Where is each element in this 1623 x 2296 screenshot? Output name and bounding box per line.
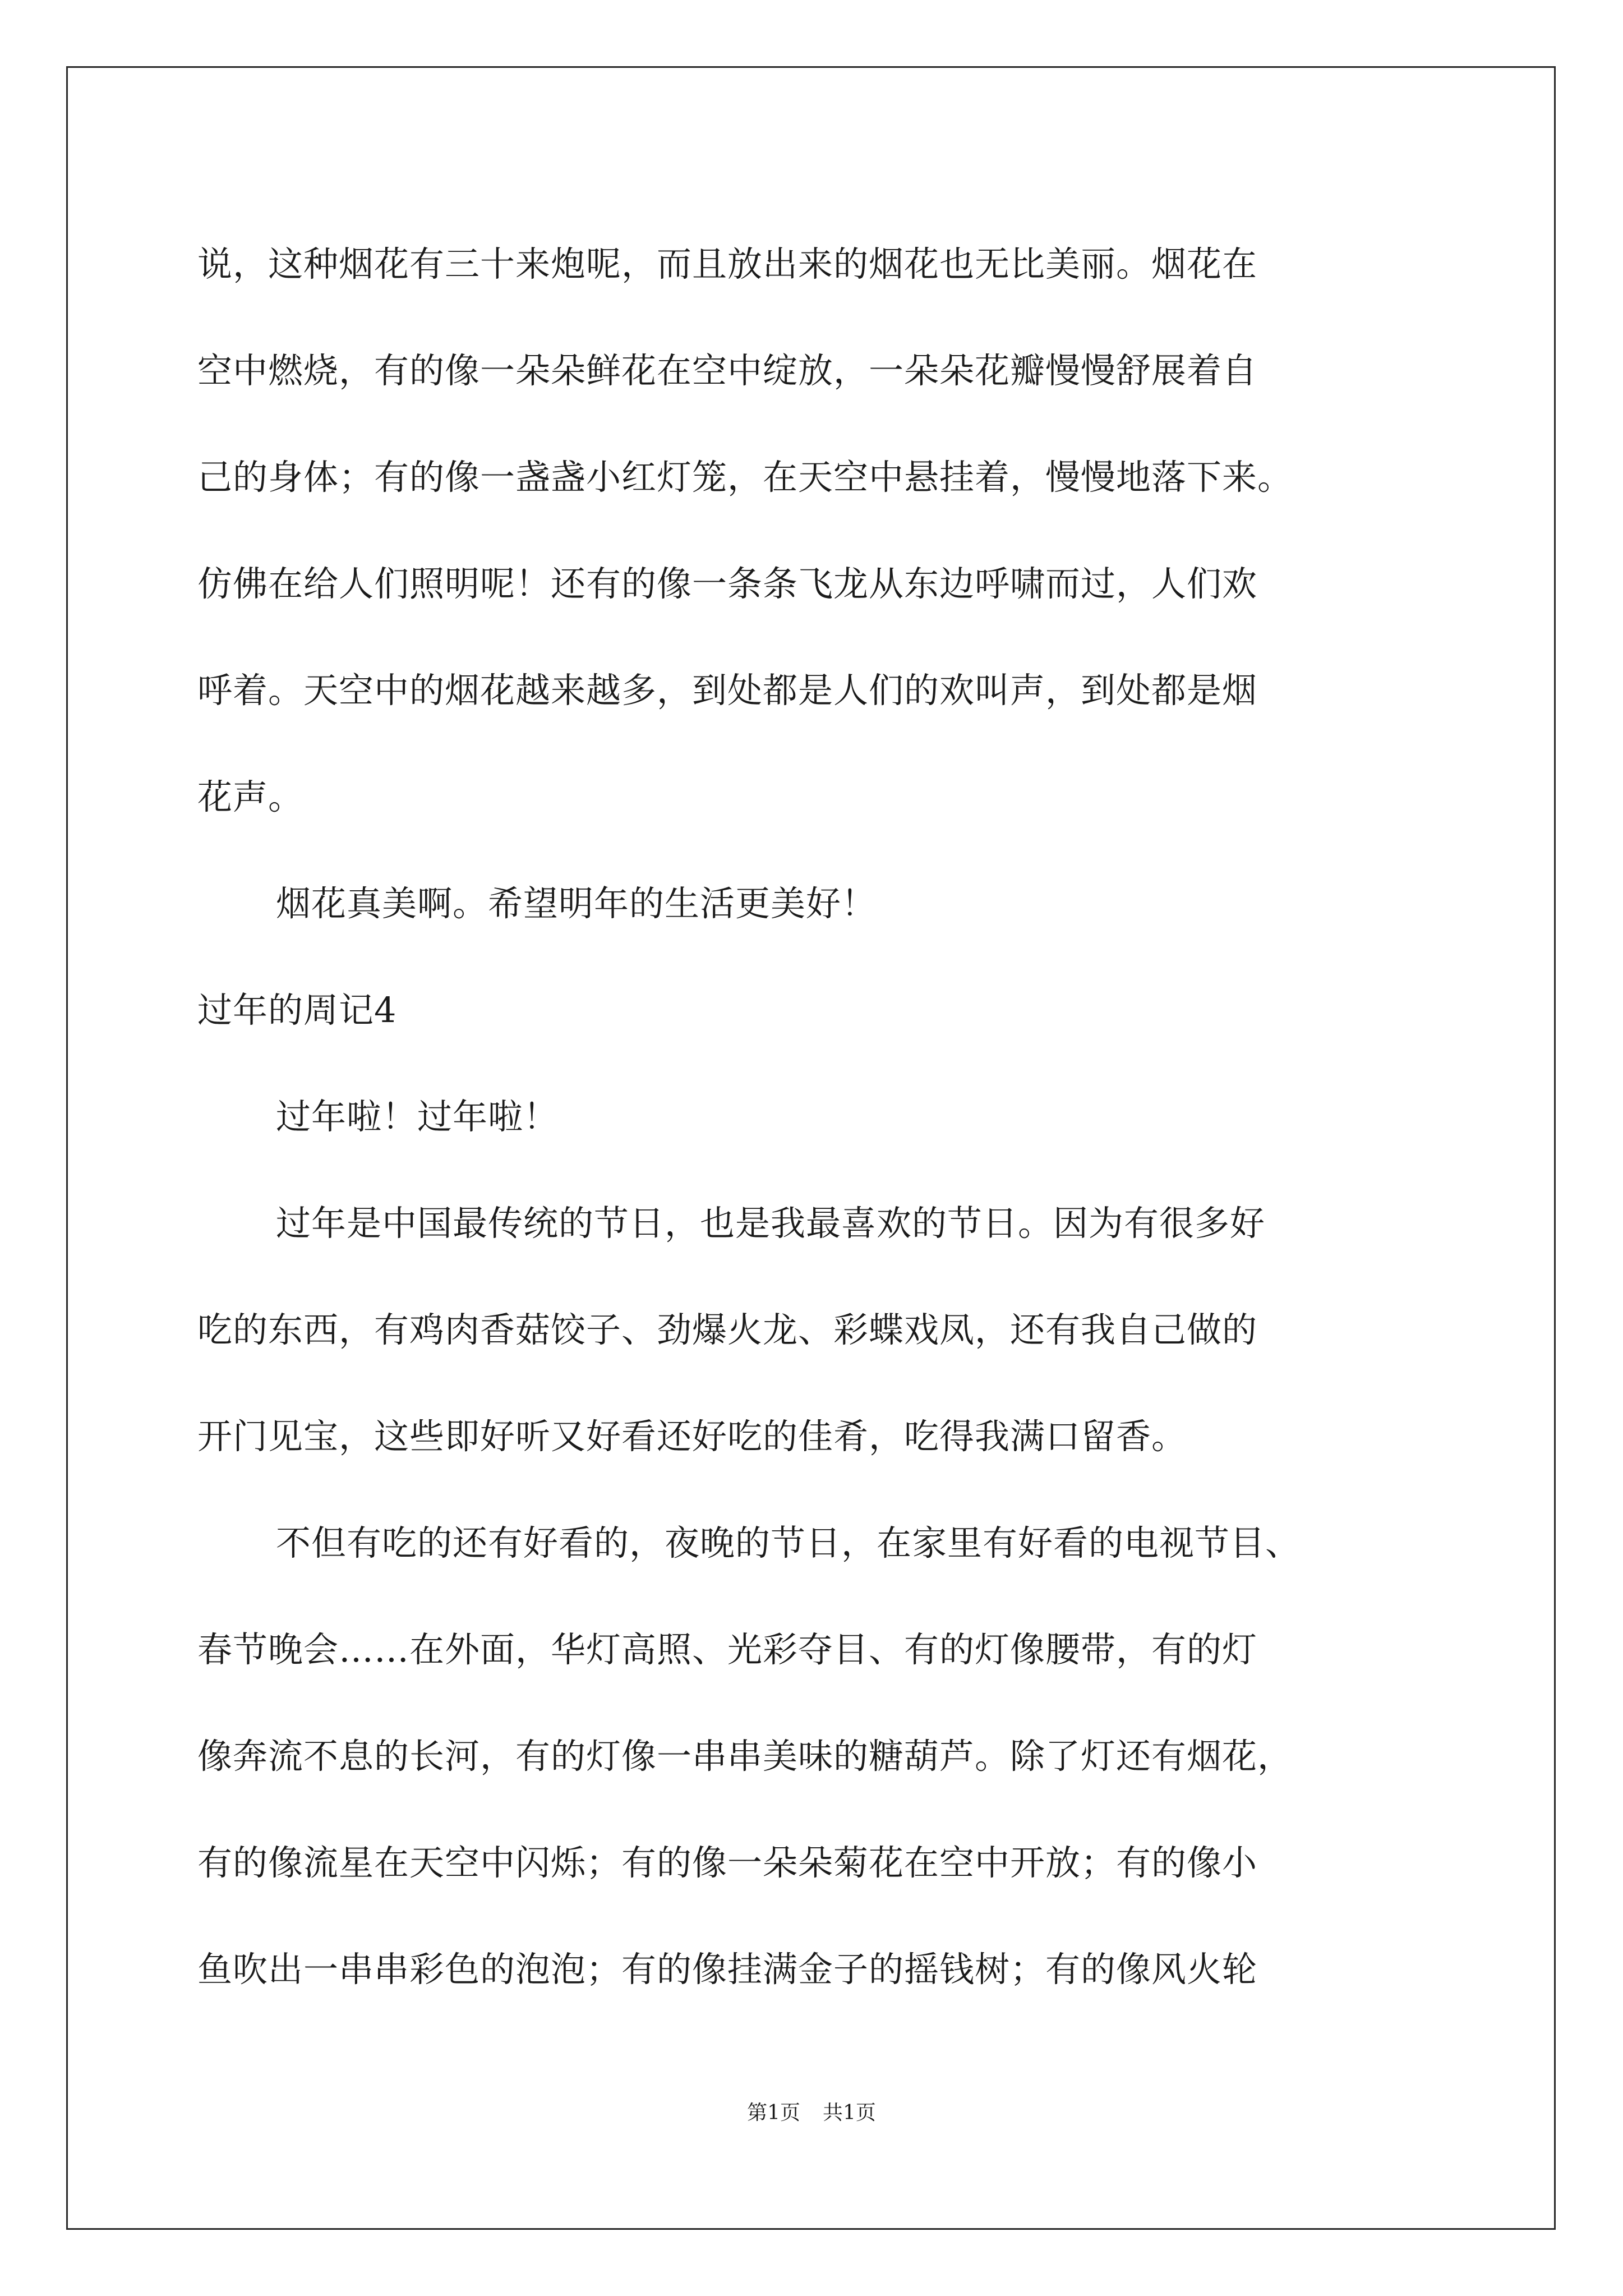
page-number: 第1页 — [747, 2101, 800, 2124]
text-line: 仿佛在给人们照明呢！还有的像一条条飞龙从东边呼啸而过，人们欢 — [197, 563, 1258, 604]
paragraph-line: 过年啦！过年啦！ — [276, 1096, 559, 1137]
text-line: 花声。 — [197, 776, 304, 817]
text-line: 己的身体；有的像一盏盏小红灯笼，在天空中悬挂着，慢慢地落下来。 — [197, 457, 1293, 498]
text-line: 鱼吹出一串串彩色的泡泡；有的像挂满金子的摇钱树；有的像风火轮 — [197, 1949, 1258, 1990]
paragraph-line: 烟花真美啊。希望明年的生活更美好！ — [276, 883, 877, 924]
text-line: 说，这种烟花有三十来炮呢，而且放出来的烟花也无比美丽。烟花在 — [197, 243, 1258, 284]
page-footer — [0, 2099, 1623, 2127]
text-line: 吃的东西，有鸡肉香菇饺子、劲爆火龙、彩蝶戏凤，还有我自己做的 — [197, 1309, 1258, 1350]
page-total: 共1页 — [823, 2101, 876, 2124]
text-line: 呼着。天空中的烟花越来越多，到处都是人们的欢叫声，到处都是烟 — [197, 670, 1258, 711]
document-body — [197, 211, 1459, 2023]
text-line: 像奔流不息的长河，有的灯像一串串美味的糖葫芦。除了灯还有烟花， — [197, 1736, 1293, 1777]
text-line: 春节晚会……在外面，华灯高照、光彩夺目、有的灯像腰带，有的灯 — [197, 1629, 1258, 1670]
section-heading: 过年的周记4 — [197, 990, 397, 1030]
paragraph-line: 过年是中国最传统的节日，也是我最喜欢的节日。因为有很多好 — [276, 1203, 1266, 1244]
text-line: 空中燃烧，有的像一朵朵鲜花在空中绽放，一朵朵花瓣慢慢舒展着自 — [197, 350, 1258, 391]
text-line: 有的像流星在天空中闪烁；有的像一朵朵菊花在空中开放；有的像小 — [197, 1842, 1258, 1883]
paragraph-line: 不但有吃的还有好看的，夜晚的节日，在家里有好看的电视节目、 — [276, 1522, 1301, 1563]
text-line: 开门见宝，这些即好听又好看还好吃的佳肴，吃得我满口留香。 — [197, 1416, 1187, 1457]
